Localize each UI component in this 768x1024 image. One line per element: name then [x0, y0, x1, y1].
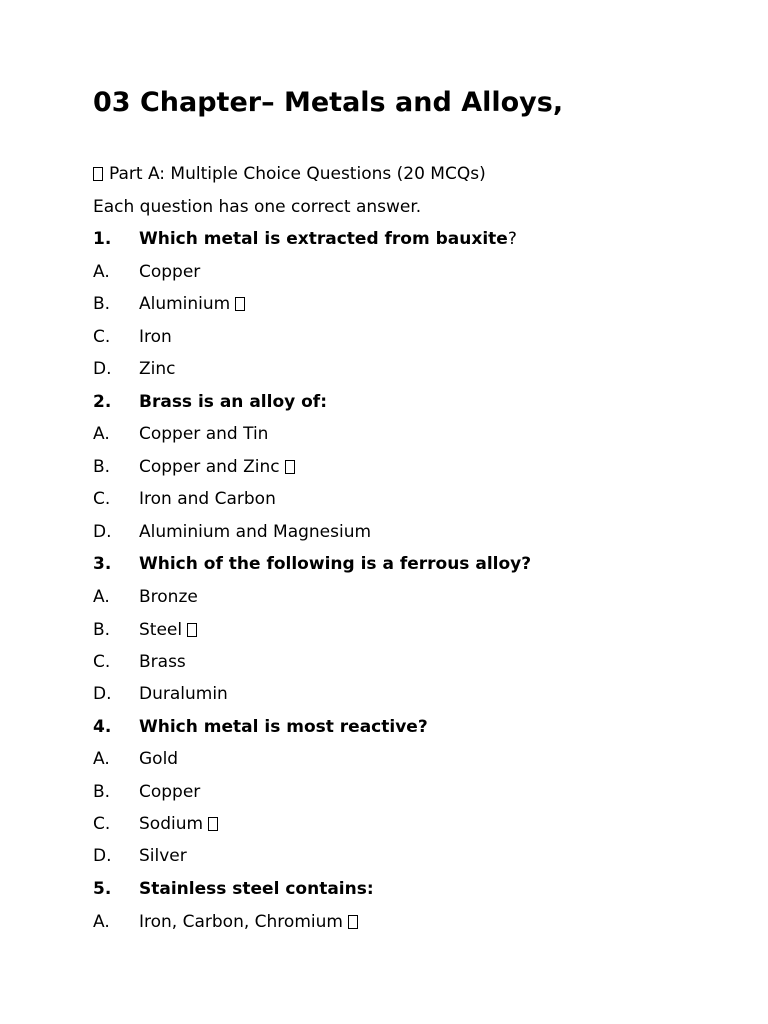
question-number: 2.: [93, 392, 112, 412]
option-letter: A.: [93, 587, 110, 607]
option-letter: D.: [93, 846, 112, 866]
question-text-end: ?: [507, 229, 517, 249]
option-letter: B.: [93, 782, 111, 802]
question-5: [93, 876, 374, 902]
option-text: Aluminium: [139, 294, 231, 314]
instruction-text: Each question has one correct answer.: [93, 197, 422, 217]
question-2: [93, 389, 327, 415]
option-text: Copper and Zinc: [139, 457, 280, 477]
chapter-title: 03 Chapter– Metals and Alloys,: [93, 87, 564, 118]
option-2c: [93, 486, 276, 512]
option-4b: [93, 779, 200, 805]
option-1b: [93, 291, 245, 317]
option-text: Steel: [139, 620, 183, 640]
option-3a: [93, 584, 198, 610]
option-4d: [93, 843, 187, 869]
option-text: Zinc: [139, 359, 176, 379]
option-2d: [93, 519, 371, 545]
option-text: Iron and Carbon: [139, 489, 276, 509]
question-4: [93, 714, 428, 740]
missing-glyph-box-icon: [93, 167, 103, 181]
correct-answer-box-icon: [187, 623, 197, 637]
option-2b: [93, 454, 295, 480]
question-1: [93, 226, 517, 252]
question-number: 4.: [93, 717, 112, 737]
option-letter: C.: [93, 652, 111, 672]
option-text: Iron, Carbon, Chromium: [139, 912, 343, 932]
option-letter: A.: [93, 262, 110, 282]
question-3: [93, 551, 531, 577]
question-number: 5.: [93, 879, 112, 899]
option-letter: B.: [93, 457, 111, 477]
option-letter: A.: [93, 749, 110, 769]
option-letter: C.: [93, 489, 111, 509]
correct-answer-box-icon: [348, 915, 358, 929]
question-text: Which of the following is a ferrous alloy?: [139, 554, 532, 574]
option-4a: [93, 746, 178, 772]
option-text: Aluminium and Magnesium: [139, 522, 372, 542]
option-2a: [93, 421, 268, 447]
option-text: Gold: [139, 749, 179, 769]
option-3b: [93, 617, 197, 643]
option-1c: [93, 324, 172, 350]
option-letter: D.: [93, 684, 112, 704]
option-3d: [93, 681, 228, 707]
option-letter: C.: [93, 814, 111, 834]
part-a-heading-text: Part A: Multiple Choice Questions (20 MCQs): [109, 164, 486, 184]
question-text: Stainless steel contains:: [139, 879, 374, 899]
option-text: Sodium: [139, 814, 204, 834]
option-text: Bronze: [139, 587, 198, 607]
option-text: Iron: [139, 327, 172, 347]
option-text: Copper and Tin: [139, 424, 269, 444]
option-1a: [93, 259, 200, 285]
option-5a: [93, 909, 358, 935]
option-text: Silver: [139, 846, 187, 866]
question-number: 1.: [93, 229, 112, 249]
option-1d: [93, 356, 176, 382]
question-number: 3.: [93, 554, 112, 574]
option-4c: [93, 811, 218, 837]
option-letter: D.: [93, 522, 112, 542]
part-a-heading: [93, 161, 486, 187]
correct-answer-box-icon: [235, 297, 245, 311]
option-letter: A.: [93, 912, 110, 932]
option-letter: B.: [93, 620, 111, 640]
option-text: Duralumin: [139, 684, 228, 704]
option-letter: B.: [93, 294, 111, 314]
question-text: Which metal is most reactive?: [139, 717, 428, 737]
option-3c: [93, 649, 186, 675]
option-letter: D.: [93, 359, 112, 379]
option-text: Brass: [139, 652, 186, 672]
question-text: Brass is an alloy of:: [139, 392, 328, 412]
correct-answer-box-icon: [208, 817, 218, 831]
option-text: Copper: [139, 782, 201, 802]
option-letter: A.: [93, 424, 110, 444]
option-text: Copper: [139, 262, 201, 282]
question-text: Which metal is extracted from bauxite: [139, 229, 508, 249]
option-letter: C.: [93, 327, 111, 347]
correct-answer-box-icon: [285, 460, 295, 474]
